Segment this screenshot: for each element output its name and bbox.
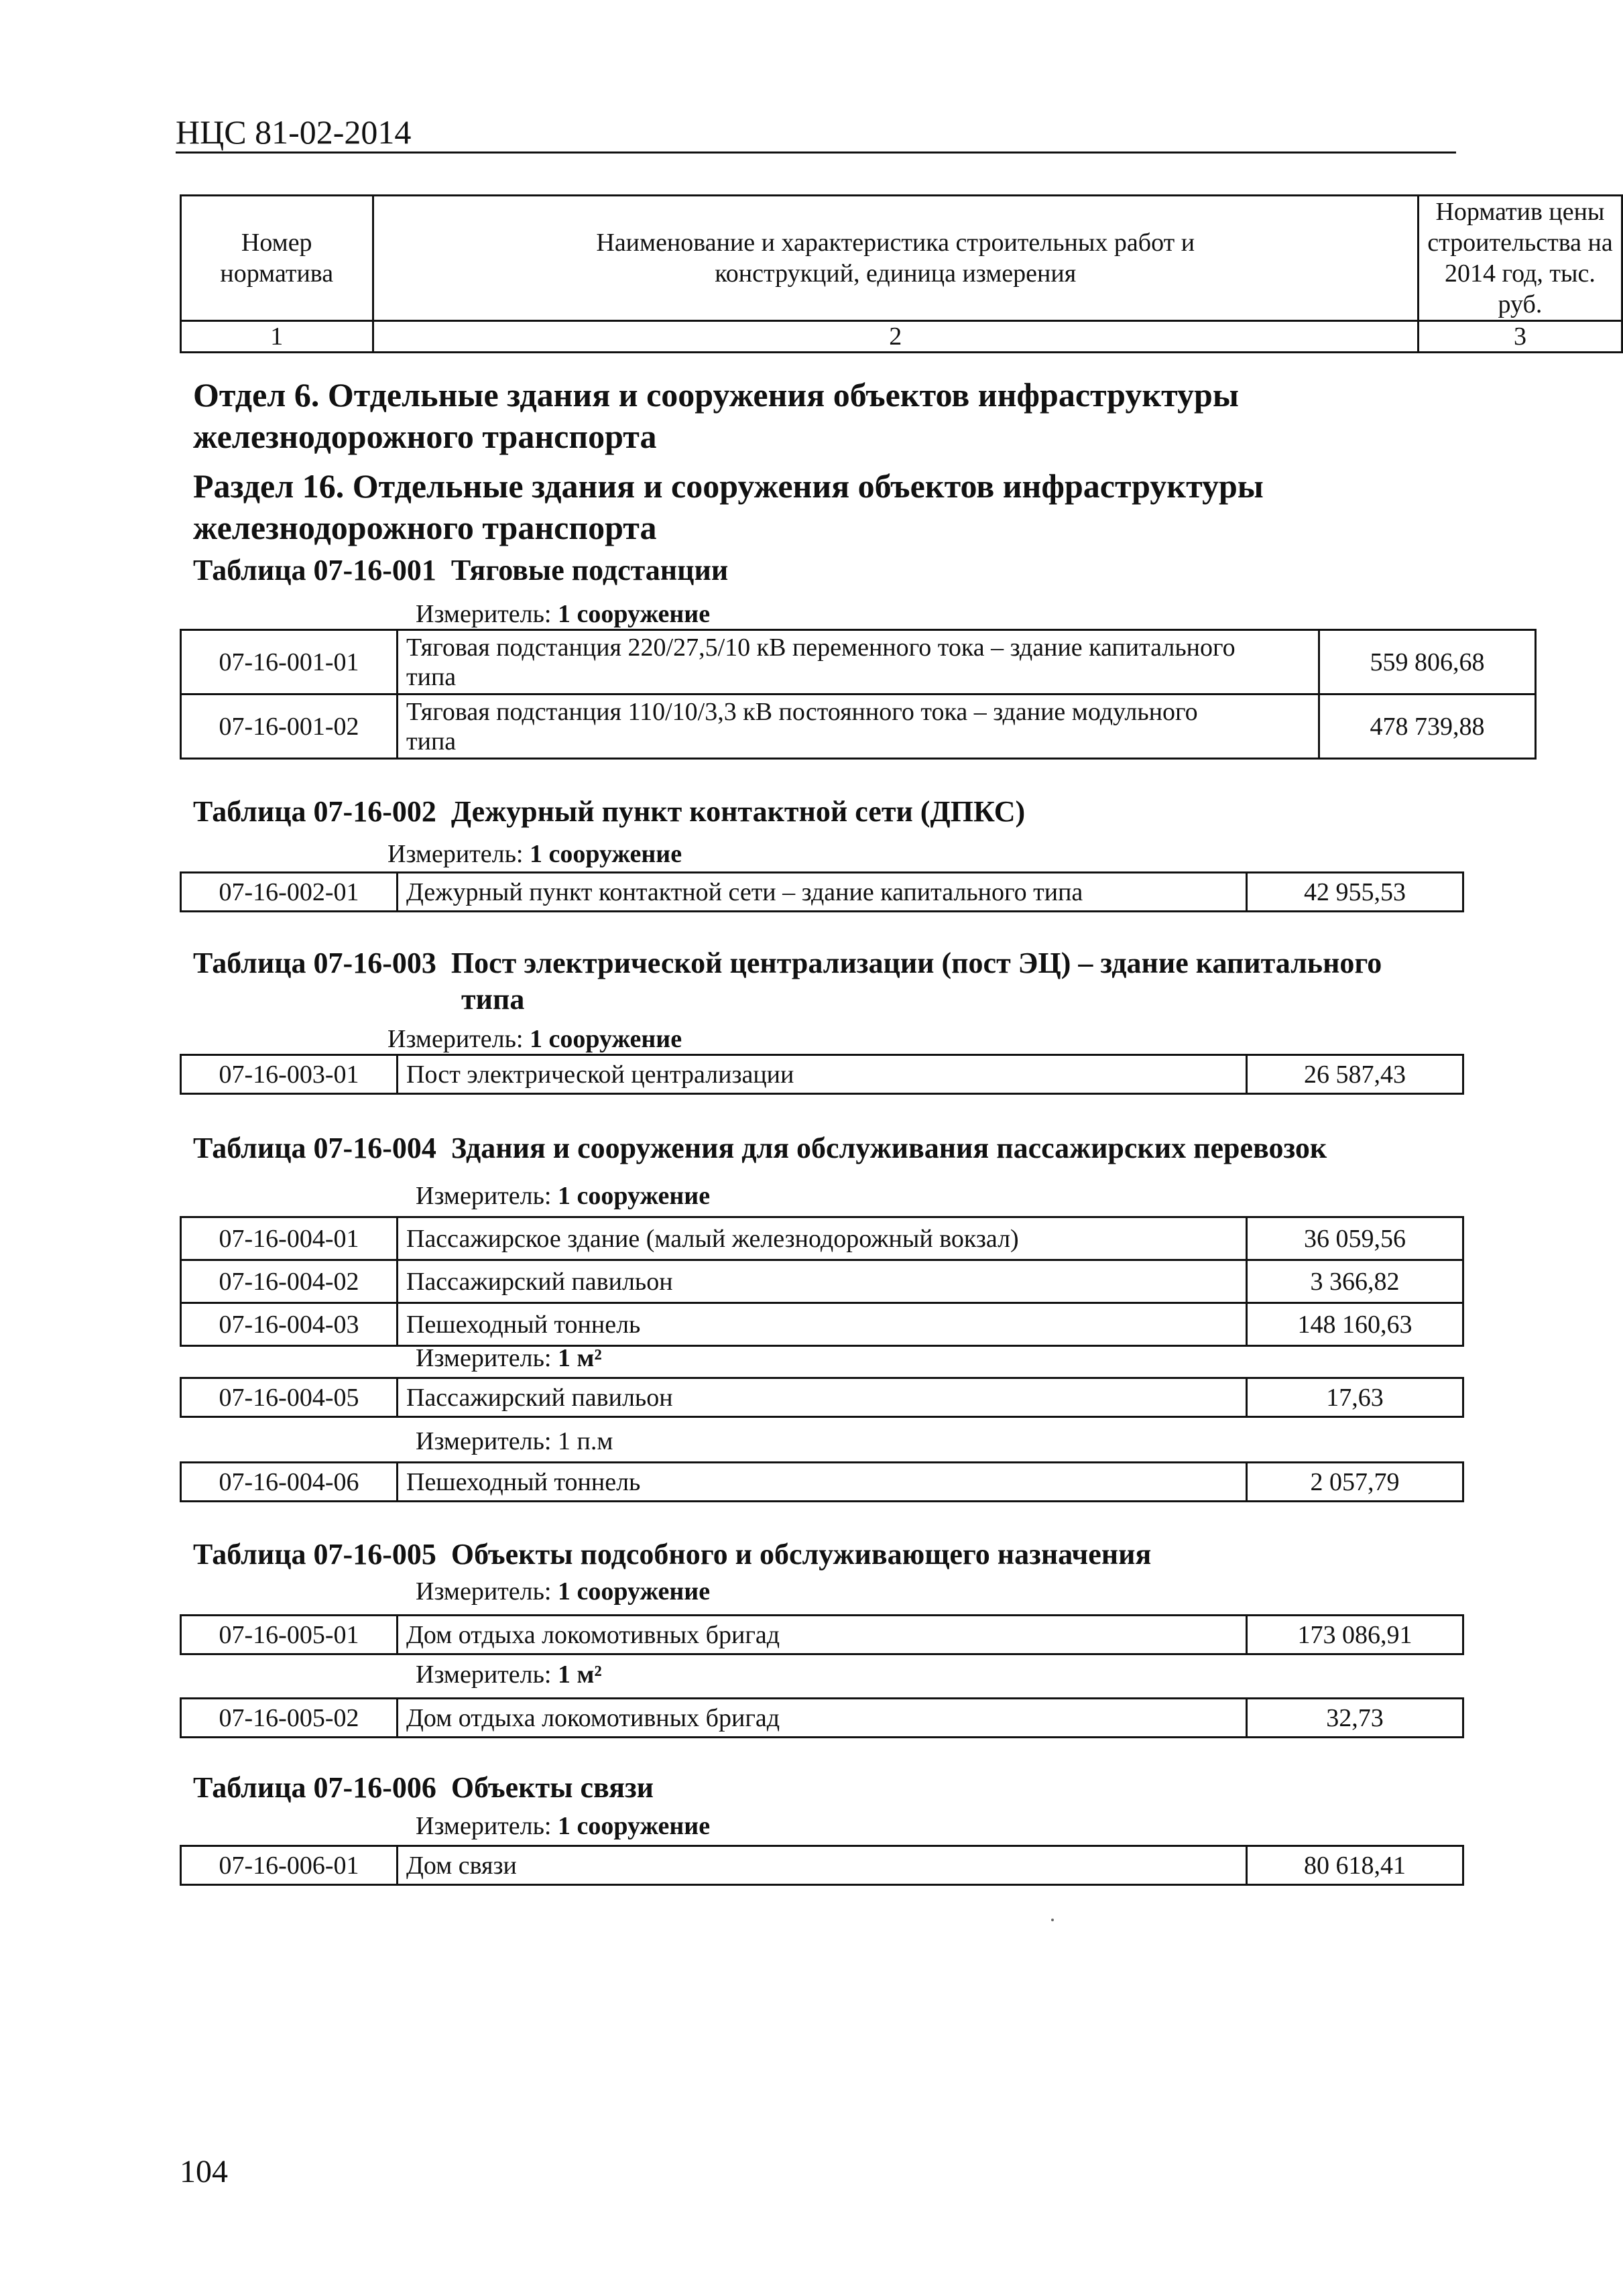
table-number: Таблица 07-16-003 bbox=[193, 947, 436, 979]
unit-label bbox=[416, 1343, 602, 1373]
row-code: 07-16-004-03 bbox=[181, 1303, 398, 1346]
table-name: Пост электрической централизации (пост ЭЦ) – здание капитального bbox=[450, 947, 1382, 979]
unit-label bbox=[416, 1577, 710, 1606]
unit-value: 1 м² bbox=[558, 1660, 602, 1689]
department-title: Отдел 6. Отдельные здания и сооружения объектов инфраструктуры железнодорожного транспорта bbox=[193, 376, 1239, 455]
row-price: 3 366,82 bbox=[1247, 1260, 1463, 1303]
row-code: 07-16-004-05 bbox=[181, 1378, 398, 1417]
row-price: 173 086,91 bbox=[1247, 1616, 1463, 1654]
row-name: Пассажирский павильон bbox=[398, 1378, 1247, 1417]
row-name: Дом связи bbox=[398, 1846, 1247, 1885]
row-name: Тяговая подстанция 220/27,5/10 кВ переменного тока – здание капитального типа bbox=[398, 630, 1319, 694]
unit-prefix: Измеритель: bbox=[416, 1182, 558, 1210]
table-004-part2 bbox=[180, 1377, 1464, 1418]
row-code: 07-16-005-02 bbox=[181, 1699, 398, 1738]
row-price: 17,63 bbox=[1247, 1378, 1463, 1417]
unit-prefix: Измеритель: bbox=[387, 840, 530, 868]
table-006 bbox=[180, 1845, 1464, 1886]
table-002 bbox=[180, 871, 1464, 912]
unit-label bbox=[416, 1660, 602, 1689]
row-code: 07-16-003-01 bbox=[181, 1055, 398, 1094]
table-title-003 bbox=[193, 945, 1440, 1018]
table-title-004 bbox=[193, 1130, 1327, 1166]
row-name: Пассажирский павильон bbox=[398, 1260, 1247, 1303]
unit-prefix: Измеритель: bbox=[416, 1577, 558, 1606]
unit-label bbox=[416, 1811, 710, 1841]
row-code: 07-16-005-01 bbox=[181, 1616, 398, 1654]
col-header-number: Номер норматива bbox=[181, 196, 373, 321]
table-number: Таблица 07-16-005 bbox=[193, 1538, 436, 1571]
row-name: Дом отдыха локомотивных бригад bbox=[398, 1699, 1247, 1738]
page-number: 104 bbox=[180, 2154, 228, 2189]
section-title: Раздел 16. Отдельные здания и сооружения объектов инфраструктуры железнодорожного транспорта bbox=[193, 467, 1264, 546]
row-name: Тяговая подстанция 110/10/3,3 кВ постоянного тока – здание модульного типа bbox=[398, 694, 1319, 759]
unit-label bbox=[387, 1024, 682, 1054]
row-price: 36 059,56 bbox=[1247, 1217, 1463, 1260]
row-code: 07-16-001-02 bbox=[181, 694, 398, 759]
unit-value: 1 сооружение bbox=[558, 1577, 711, 1606]
col-num-1: 1 bbox=[181, 321, 373, 353]
header-rule bbox=[176, 152, 1456, 154]
col-header-price: Норматив цены строительства на 2014 год, тыс. руб. bbox=[1418, 196, 1622, 321]
row-code: 07-16-004-01 bbox=[181, 1217, 398, 1260]
row-name: Дежурный пункт контактной сети – здание капитального типа bbox=[398, 873, 1247, 912]
row-code: 07-16-002-01 bbox=[181, 873, 398, 912]
row-name: Пешеходный тоннель bbox=[398, 1303, 1247, 1346]
unit-prefix: Измеритель: bbox=[387, 1025, 530, 1053]
table-name: Тяговые подстанции bbox=[450, 554, 729, 587]
table-title-002 bbox=[193, 794, 1025, 830]
unit-label bbox=[416, 599, 710, 629]
table-number: Таблица 07-16-001 bbox=[193, 554, 436, 587]
table-005-part1 bbox=[180, 1614, 1464, 1655]
row-name: Пешеходный тоннель bbox=[398, 1463, 1247, 1502]
col-num-2: 2 bbox=[373, 321, 1418, 353]
table-001 bbox=[180, 629, 1537, 760]
col-num-3: 3 bbox=[1418, 321, 1622, 353]
unit-value: 1 сооружение bbox=[558, 1812, 711, 1840]
table-title-006 bbox=[193, 1770, 654, 1806]
row-price: 80 618,41 bbox=[1247, 1846, 1463, 1885]
row-price: 559 806,68 bbox=[1319, 630, 1536, 694]
unit-prefix: Измеритель: bbox=[416, 1344, 558, 1372]
table-name: Объекты связи bbox=[450, 1771, 654, 1804]
unit-value: 1 сооружение bbox=[558, 600, 711, 628]
table-name: Объекты подсобного и обслуживающего назначения bbox=[450, 1538, 1152, 1571]
table-005-part2 bbox=[180, 1697, 1464, 1738]
table-number: Таблица 07-16-004 bbox=[193, 1132, 436, 1164]
table-title-005 bbox=[193, 1536, 1151, 1573]
row-name: Дом отдыха локомотивных бригад bbox=[398, 1616, 1247, 1654]
row-name: Пост электрической централизации bbox=[398, 1055, 1247, 1094]
table-number: Таблица 07-16-006 bbox=[193, 1771, 436, 1804]
row-price: 478 739,88 bbox=[1319, 694, 1536, 759]
row-price: 148 160,63 bbox=[1247, 1303, 1463, 1346]
row-price: 2 057,79 bbox=[1247, 1463, 1463, 1502]
row-price: 26 587,43 bbox=[1247, 1055, 1463, 1094]
unit-label bbox=[416, 1181, 710, 1211]
col-header-name: Наименование и характеристика строительных работ и конструкций, единица измерения bbox=[373, 196, 1418, 321]
unit-prefix: Измеритель: bbox=[416, 600, 558, 628]
unit-label bbox=[387, 839, 682, 869]
scan-speck bbox=[1051, 1919, 1054, 1921]
table-title-001 bbox=[193, 552, 728, 589]
table-004-part1 bbox=[180, 1216, 1464, 1347]
unit-prefix: Измеритель: bbox=[416, 1660, 558, 1689]
table-003 bbox=[180, 1054, 1464, 1095]
table-name-continuation: типа bbox=[461, 983, 525, 1016]
row-code: 07-16-004-06 bbox=[181, 1463, 398, 1502]
table-name: Здания и сооружения для обслуживания пассажирских перевозок bbox=[450, 1132, 1327, 1164]
row-code: 07-16-004-02 bbox=[181, 1260, 398, 1303]
row-price: 42 955,53 bbox=[1247, 873, 1463, 912]
unit-label bbox=[416, 1427, 613, 1456]
unit-value: 1 п.м bbox=[558, 1427, 613, 1455]
unit-value: 1 м² bbox=[558, 1344, 602, 1372]
unit-prefix: Измеритель: bbox=[416, 1812, 558, 1840]
row-code: 07-16-006-01 bbox=[181, 1846, 398, 1885]
unit-prefix: Измеритель: bbox=[416, 1427, 558, 1455]
unit-value: 1 сооружение bbox=[530, 1025, 682, 1053]
table-name: Дежурный пункт контактной сети (ДПКС) bbox=[450, 795, 1026, 828]
table-004-part3 bbox=[180, 1461, 1464, 1502]
table-number: Таблица 07-16-002 bbox=[193, 795, 436, 828]
document-code: НЦС 81-02-2014 bbox=[176, 113, 412, 151]
unit-value: 1 сооружение bbox=[530, 840, 682, 868]
row-name: Пассажирское здание (малый железнодорожный вокзал) bbox=[398, 1217, 1247, 1260]
row-code: 07-16-001-01 bbox=[181, 630, 398, 694]
row-price: 32,73 bbox=[1247, 1699, 1463, 1738]
unit-value: 1 сооружение bbox=[558, 1182, 711, 1210]
column-header-table bbox=[180, 194, 1623, 353]
